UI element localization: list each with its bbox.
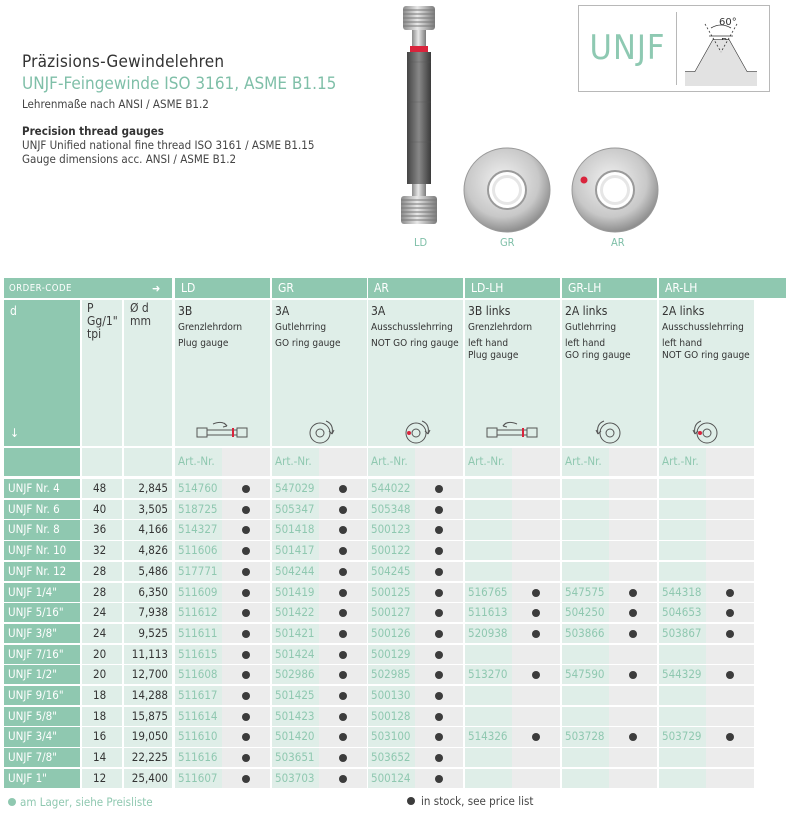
art-cell-bg — [465, 500, 512, 519]
art-nr-ld: 514327 — [178, 522, 218, 537]
art-cell-bg — [659, 520, 706, 539]
row-p: 24 — [93, 605, 107, 620]
art-cell-bg — [465, 541, 512, 560]
row-d: UNJF Nr. 12 — [8, 563, 67, 578]
in-stock-dot — [339, 775, 347, 783]
art-cell-bg — [659, 707, 706, 726]
art-nr-ld: 511615 — [178, 646, 218, 661]
row-od: 19,050 — [131, 729, 168, 744]
art-cell-bg — [465, 707, 512, 726]
col-p-label-3: tpi — [87, 327, 102, 341]
order-code-label: ORDER-CODE — [9, 283, 72, 294]
stock-cell-bg — [609, 479, 657, 498]
art-nr-arlh: 544318 — [662, 584, 702, 599]
art-cell-bg — [562, 479, 609, 498]
row-p: 28 — [93, 584, 107, 599]
art-nr-ld: 511617 — [178, 688, 218, 702]
in-stock-dot — [242, 713, 250, 721]
art-nr-label: Art.-Nr. — [275, 454, 312, 468]
art-nr-label: Art.-Nr. — [565, 454, 602, 468]
row-od: 2,845 — [138, 481, 168, 495]
group-desc-en: left hand — [565, 338, 606, 349]
row-od: 6,350 — [138, 584, 168, 599]
stock-cell-bg — [706, 541, 754, 560]
rows-header-od — [124, 448, 172, 476]
plug-gauge-icon — [193, 418, 253, 448]
art-nr-gr: 501417 — [275, 543, 315, 558]
group-desc-de: Grenzlehrdorn — [178, 322, 243, 333]
art-nr-grlh: 503866 — [565, 625, 605, 640]
col-d-arrow: ↓ — [10, 426, 20, 440]
art-cell-bg — [659, 500, 706, 519]
row-p: 12 — [93, 770, 107, 785]
art-cell-bg — [659, 562, 706, 581]
art-nr-gr: 501423 — [275, 708, 315, 723]
in-stock-dot — [242, 568, 250, 576]
art-nr-ld: 511608 — [178, 667, 218, 682]
group-class: 3B — [178, 304, 193, 318]
product-label-gr: GR — [500, 236, 515, 249]
title-en: Precision thread gauges — [22, 124, 164, 138]
row-od: 14,288 — [131, 688, 168, 702]
row-od: 12,700 — [131, 667, 168, 682]
product-label-ld: LD — [414, 236, 428, 249]
stock-header-bg — [512, 448, 560, 476]
art-cell-bg — [562, 541, 609, 560]
row-p: 48 — [93, 481, 107, 495]
art-cell-bg — [465, 520, 512, 539]
stock-cell-bg — [512, 479, 560, 498]
art-cell-bg — [562, 686, 609, 705]
stock-cell-bg — [706, 748, 754, 767]
art-nr-ldlh: 520938 — [468, 625, 508, 640]
art-nr-ld: 511612 — [178, 605, 218, 620]
in-stock-dot — [242, 651, 250, 659]
unjf-badge — [578, 5, 770, 92]
art-nr-grlh: 547575 — [565, 584, 605, 599]
col-od-label-2: mm — [130, 314, 152, 328]
art-cell-bg — [659, 541, 706, 560]
group-desc-de: Grenzlehrdorn — [468, 322, 533, 333]
group-header-ld: LD — [175, 278, 270, 298]
art-nr-gr: 501419 — [275, 584, 315, 599]
legend-dot-grey — [407, 797, 415, 805]
group-desc-de: Ausschusslehrring — [662, 322, 744, 333]
stock-header-bg — [222, 448, 270, 476]
row-d: UNJF 5/16" — [8, 605, 64, 620]
art-nr-ar: 505348 — [371, 501, 411, 516]
row-d: UNJF Nr. 8 — [8, 522, 60, 537]
row-od: 5,486 — [138, 563, 168, 578]
art-nr-gr: 547029 — [275, 481, 315, 495]
stock-cell-bg — [512, 645, 560, 664]
in-stock-dot — [339, 589, 347, 597]
in-stock-dot — [726, 630, 734, 638]
art-nr-ldlh: 514326 — [468, 729, 508, 744]
in-stock-dot — [242, 589, 250, 597]
art-nr-ar: 500124 — [371, 770, 411, 785]
art-nr-ar: 500126 — [371, 625, 411, 640]
stock-cell-bg — [609, 562, 657, 581]
art-nr-gr: 502986 — [275, 667, 315, 682]
row-p: 36 — [93, 522, 107, 537]
art-nr-grlh: 547590 — [565, 667, 605, 682]
art-nr-ld: 514760 — [178, 481, 218, 495]
stock-cell-bg — [512, 686, 560, 705]
row-d: UNJF 3/4" — [8, 729, 58, 744]
art-nr-gr: 503651 — [275, 750, 315, 765]
in-stock-dot — [339, 713, 347, 721]
art-cell-bg — [659, 479, 706, 498]
row-p: 14 — [93, 750, 107, 765]
row-d: UNJF Nr. 4 — [8, 481, 60, 495]
stock-cell-bg — [706, 686, 754, 705]
stock-cell-bg — [706, 707, 754, 726]
stock-cell-bg — [609, 500, 657, 519]
thread-profile-icon — [683, 10, 765, 88]
group-header-ar: AR — [368, 278, 463, 298]
art-cell-bg — [562, 645, 609, 664]
row-od: 25,400 — [131, 770, 168, 785]
row-d: UNJF 7/8" — [8, 750, 58, 765]
legend-dot-teal — [8, 798, 16, 806]
art-nr-ld: 511606 — [178, 543, 218, 558]
plug-gauge-icon — [483, 418, 543, 448]
row-p: 18 — [93, 708, 107, 723]
stock-cell-bg — [609, 520, 657, 539]
art-nr-label: Art.-Nr. — [468, 454, 505, 468]
art-nr-ar: 503100 — [371, 729, 411, 744]
row-od: 22,225 — [131, 750, 168, 765]
art-nr-gr: 501421 — [275, 625, 315, 640]
row-p: 24 — [93, 625, 107, 640]
row-p: 20 — [93, 667, 107, 682]
art-nr-ar: 500128 — [371, 708, 411, 723]
in-stock-dot — [629, 589, 637, 597]
art-nr-gr: 503703 — [275, 770, 315, 785]
in-stock-dot — [242, 692, 250, 700]
unjf-badge-label: UNJF — [589, 28, 666, 68]
no-go-ring-icon — [677, 418, 737, 448]
art-nr-ar: 500127 — [371, 605, 411, 620]
stock-header-bg — [319, 448, 367, 476]
stock-cell-bg — [706, 520, 754, 539]
in-stock-dot — [242, 506, 250, 514]
art-cell-bg — [562, 748, 609, 767]
art-nr-ar: 500122 — [371, 543, 411, 558]
group-desc-en: NOT GO ring gauge — [371, 338, 459, 349]
stock-cell-bg — [609, 541, 657, 560]
legend-de: am Lager, siehe Preisliste — [20, 795, 153, 809]
in-stock-dot — [242, 485, 250, 493]
row-d: UNJF 1" — [8, 770, 47, 785]
no-go-ring-image — [571, 144, 661, 234]
group-desc-en: left hand — [662, 338, 703, 349]
art-nr-ar: 544022 — [371, 481, 411, 495]
row-p: 40 — [93, 501, 107, 516]
art-nr-ldlh: 513270 — [468, 667, 508, 682]
art-nr-label: Art.-Nr. — [371, 454, 408, 468]
row-od: 7,938 — [138, 605, 168, 620]
art-nr-ld: 511609 — [178, 584, 218, 599]
row-od: 15,875 — [131, 708, 168, 723]
row-d: UNJF 1/2" — [8, 667, 58, 682]
art-cell-bg — [562, 562, 609, 581]
no-go-ring-icon — [386, 418, 446, 448]
art-nr-label: Art.-Nr. — [662, 454, 699, 468]
art-nr-ar: 500125 — [371, 584, 411, 599]
row-d: UNJF 1/4" — [8, 584, 58, 599]
stock-header-bg — [415, 448, 463, 476]
dimensions-de: Lehrenmaße nach ANSI / ASME B1.2 — [22, 97, 209, 111]
in-stock-dot — [435, 630, 443, 638]
art-cell-bg — [562, 707, 609, 726]
art-nr-ar: 500130 — [371, 688, 411, 702]
stock-cell-bg — [609, 769, 657, 788]
group-header-gr: GR — [272, 278, 367, 298]
art-cell-bg — [659, 748, 706, 767]
art-cell-bg — [465, 686, 512, 705]
stock-cell-bg — [609, 645, 657, 664]
art-cell-bg — [465, 748, 512, 767]
art-nr-ld: 511610 — [178, 729, 218, 744]
art-nr-ar: 503652 — [371, 750, 411, 765]
art-cell-bg — [659, 769, 706, 788]
row-d: UNJF 3/8" — [8, 625, 58, 640]
subtitle-de: UNJF-Feingewinde ISO 3161, ASME B1.15 — [22, 74, 337, 94]
stub-header — [753, 278, 786, 298]
in-stock-dot — [339, 630, 347, 638]
art-cell-bg — [465, 479, 512, 498]
group-class: 2A links — [662, 304, 705, 318]
row-p: 20 — [93, 646, 107, 661]
art-cell-bg — [562, 769, 609, 788]
art-cell-bg — [465, 645, 512, 664]
stock-cell-bg — [512, 707, 560, 726]
in-stock-dot — [435, 506, 443, 514]
col-p-label-1: P — [87, 301, 94, 315]
art-nr-gr: 504244 — [275, 563, 315, 578]
art-nr-gr: 505347 — [275, 501, 315, 516]
stock-cell-bg — [609, 686, 657, 705]
stock-cell-bg — [512, 500, 560, 519]
in-stock-dot — [339, 651, 347, 659]
in-stock-dot — [339, 485, 347, 493]
art-nr-ar: 504245 — [371, 563, 411, 578]
group-class: 3A — [275, 304, 290, 318]
in-stock-dot — [242, 630, 250, 638]
row-d: UNJF 5/8" — [8, 708, 58, 723]
group-class: 2A links — [565, 304, 608, 318]
in-stock-dot — [435, 651, 443, 659]
stock-header-bg — [706, 448, 754, 476]
row-od: 3,505 — [138, 501, 168, 516]
art-cell-bg — [659, 645, 706, 664]
stock-cell-bg — [706, 479, 754, 498]
group-desc-de: Ausschusslehrring — [371, 322, 453, 333]
art-nr-ldlh: 516765 — [468, 584, 508, 599]
title-de: Präzisions-Gewindelehren — [22, 52, 225, 72]
row-od: 11,113 — [131, 646, 168, 661]
row-od: 4,166 — [138, 522, 168, 537]
art-nr-arlh: 504653 — [662, 605, 702, 620]
art-nr-label: Art.-Nr. — [178, 454, 215, 468]
group-desc-de: Gutlehrring — [565, 322, 617, 333]
subtitle-en: UNJF Unified national fine thread ISO 3161 / ASME B1.15 — [22, 138, 315, 152]
art-nr-ar: 500129 — [371, 646, 411, 661]
art-cell-bg — [659, 686, 706, 705]
group-desc-en: left hand — [468, 338, 509, 349]
dimensions-en: Gauge dimensions acc. ANSI / ASME B1.2 — [22, 152, 237, 166]
col-od-label-1: Ø d — [130, 301, 149, 315]
art-cell-bg — [465, 769, 512, 788]
group-desc-en2: NOT GO ring gauge — [662, 350, 750, 361]
group-desc-en: Plug gauge — [178, 338, 229, 349]
stock-cell-bg — [706, 645, 754, 664]
stock-cell-bg — [512, 769, 560, 788]
row-d: UNJF Nr. 10 — [8, 543, 67, 558]
in-stock-dot — [629, 630, 637, 638]
stock-cell-bg — [512, 541, 560, 560]
art-nr-ld: 518725 — [178, 501, 218, 516]
badge-angle: 60° — [719, 17, 737, 28]
in-stock-dot — [435, 485, 443, 493]
in-stock-dot — [435, 589, 443, 597]
legend-en: in stock, see price list — [421, 794, 534, 808]
row-p: 16 — [93, 729, 107, 744]
row-p: 32 — [93, 543, 107, 558]
row-od: 9,525 — [138, 625, 168, 640]
stock-cell-bg — [512, 562, 560, 581]
row-od: 4,826 — [138, 543, 168, 558]
art-nr-arlh: 503867 — [662, 625, 702, 640]
art-cell-bg — [465, 562, 512, 581]
go-ring-image — [463, 144, 553, 234]
art-nr-ld: 511616 — [178, 750, 218, 765]
art-nr-ld: 517771 — [178, 563, 218, 578]
row-d: UNJF 7/16" — [8, 646, 64, 661]
art-nr-grlh: 504250 — [565, 605, 605, 620]
row-d: UNJF 9/16" — [8, 688, 64, 702]
art-cell-bg — [562, 520, 609, 539]
plug-gauge-image — [395, 2, 455, 234]
art-nr-gr: 501420 — [275, 729, 315, 744]
row-p: 18 — [93, 688, 107, 702]
stock-cell-bg — [512, 748, 560, 767]
group-desc-de: Gutlehrring — [275, 322, 327, 333]
in-stock-dot — [242, 775, 250, 783]
art-nr-ld: 511611 — [178, 625, 218, 640]
col-p-label-2: Gg/1" — [87, 314, 118, 328]
in-stock-dot — [435, 692, 443, 700]
rows-header-d — [4, 448, 80, 476]
group-header-gr-lh: GR-LH — [562, 278, 657, 298]
stock-cell-bg — [706, 562, 754, 581]
art-nr-grlh: 503728 — [565, 729, 605, 744]
art-nr-gr: 501424 — [275, 646, 315, 661]
art-nr-gr: 501422 — [275, 605, 315, 620]
art-cell-bg — [562, 500, 609, 519]
art-nr-ar: 502985 — [371, 667, 411, 682]
art-nr-ldlh: 511613 — [468, 605, 508, 620]
art-nr-gr: 501425 — [275, 688, 315, 702]
art-nr-arlh: 544329 — [662, 667, 702, 682]
group-header-ar-lh: AR-LH — [659, 278, 754, 298]
row-d: UNJF Nr. 6 — [8, 501, 60, 516]
rows-header-p — [82, 448, 122, 476]
group-header-ld-lh: LD-LH — [465, 278, 560, 298]
in-stock-dot — [532, 630, 540, 638]
stock-header-bg — [609, 448, 657, 476]
art-nr-arlh: 503729 — [662, 729, 702, 744]
in-stock-dot — [435, 713, 443, 721]
group-class: 3A — [371, 304, 386, 318]
in-stock-dot — [726, 589, 734, 597]
stock-cell-bg — [609, 748, 657, 767]
group-class: 3B links — [468, 304, 511, 318]
art-nr-ld: 511614 — [178, 708, 218, 723]
stock-cell-bg — [706, 500, 754, 519]
in-stock-dot — [435, 775, 443, 783]
product-label-ar: AR — [611, 236, 625, 249]
go-ring-icon — [290, 418, 350, 448]
art-nr-ar: 500123 — [371, 522, 411, 537]
row-p: 28 — [93, 563, 107, 578]
art-nr-ld: 511607 — [178, 770, 218, 785]
group-desc-en2: Plug gauge — [468, 350, 519, 361]
in-stock-dot — [532, 589, 540, 597]
group-desc-en: GO ring gauge — [275, 338, 341, 349]
stock-cell-bg — [609, 707, 657, 726]
stock-cell-bg — [706, 769, 754, 788]
order-code-arrow: ➜ — [152, 282, 161, 295]
stock-cell-bg — [512, 520, 560, 539]
in-stock-dot — [339, 506, 347, 514]
group-desc-en2: GO ring gauge — [565, 350, 631, 361]
art-nr-gr: 501418 — [275, 522, 315, 537]
go-ring-icon — [580, 418, 640, 448]
in-stock-dot — [339, 692, 347, 700]
in-stock-dot — [339, 568, 347, 576]
col-d-label: d — [10, 304, 17, 318]
in-stock-dot — [435, 568, 443, 576]
